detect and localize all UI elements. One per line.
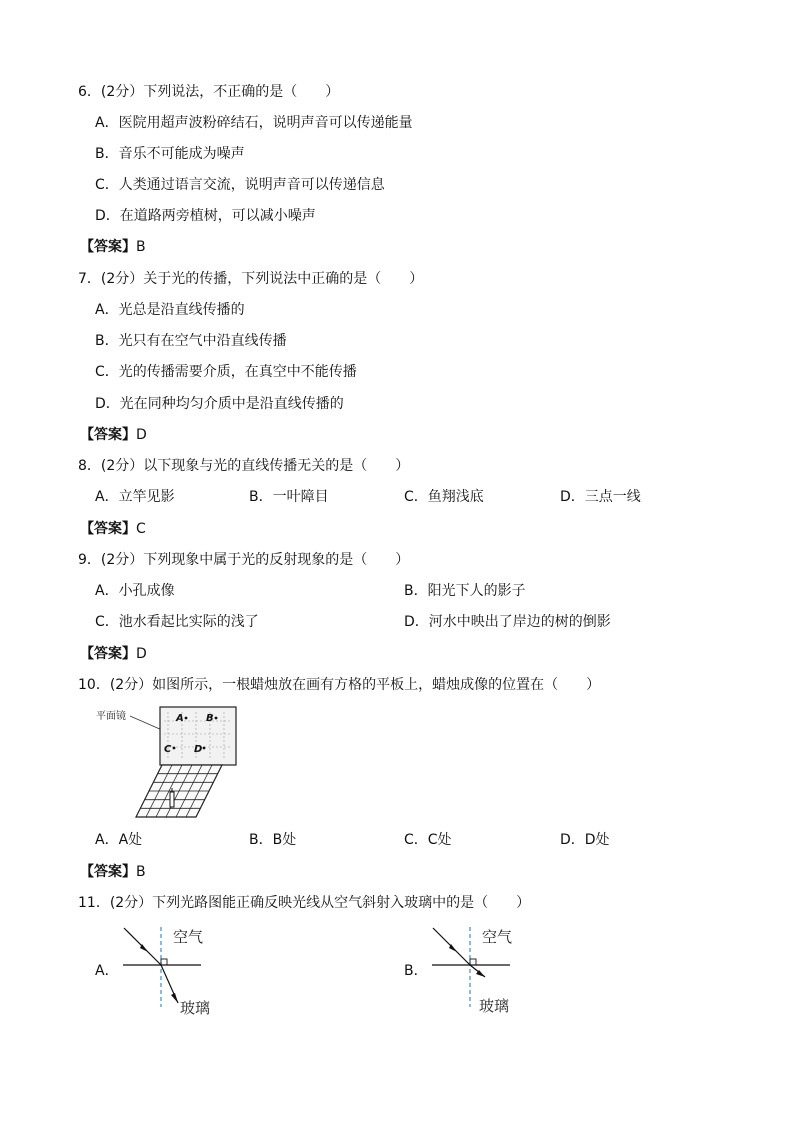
mirror-candle-figure xyxy=(92,704,242,822)
question-9-option-a: A．小孔成像 xyxy=(95,583,175,599)
question-7-answer xyxy=(80,426,147,444)
question-7-option-b: B．光只有在空气中沿直线传播 xyxy=(95,333,287,349)
question-8-option-c: C．鱼翔浅底 xyxy=(404,489,484,505)
question-11-option-b: B． xyxy=(404,963,428,979)
question-6-stem: 6．(2分）下列说法，不正确的是（ ） xyxy=(78,84,340,100)
question-6-option-d: D．在道路两旁植树，可以减小噪声 xyxy=(95,208,316,224)
question-8-answer xyxy=(80,520,146,538)
question-10-option-b: B．B处 xyxy=(249,832,297,848)
question-7-option-d: D．光在同种均匀介质中是沿直线传播的 xyxy=(95,396,344,412)
answer-label: 【答案】 xyxy=(80,646,136,662)
question-7-option-a: A．光总是沿直线传播的 xyxy=(95,302,245,318)
question-10-answer xyxy=(80,863,146,881)
question-9-option-d: D．河水中映出了岸边的树的倒影 xyxy=(404,614,611,630)
answer-label: 【答案】 xyxy=(80,427,136,443)
question-10-option-d: D．D处 xyxy=(560,832,610,848)
question-8-option-b: B．一叶障目 xyxy=(249,489,329,505)
answer-label: 【答案】 xyxy=(80,239,136,255)
answer-value: C xyxy=(136,521,146,537)
point-c-label: C xyxy=(164,744,172,755)
air-label: 空气 xyxy=(482,928,513,946)
question-6-option-c: C．人类通过语言交流，说明声音可以传递信息 xyxy=(95,177,385,193)
question-10-option-c: C．C处 xyxy=(404,832,452,848)
question-9-answer xyxy=(80,645,147,663)
question-11-stem: 11．(2分）下列光路图能正确反映光线从空气斜射入玻璃中的是（ ） xyxy=(78,895,531,911)
question-9-stem: 9．(2分）下列现象中属于光的反射现象的是（ ） xyxy=(78,552,410,568)
air-label: 空气 xyxy=(173,928,204,946)
glass-label: 玻璃 xyxy=(479,997,510,1015)
point-d-label: D xyxy=(194,744,203,755)
point-a-label: A xyxy=(176,713,184,724)
answer-label: 【答案】 xyxy=(80,864,136,880)
question-7-option-c: C．光的传播需要介质，在真空中不能传播 xyxy=(95,364,357,380)
answer-label: 【答案】 xyxy=(80,521,136,537)
point-b-label: B xyxy=(206,713,214,724)
answer-value: D xyxy=(136,427,147,443)
glass-label: 玻璃 xyxy=(180,999,211,1017)
question-7-stem: 7．(2分）关于光的传播，下列说法中正确的是（ ） xyxy=(78,271,424,287)
question-6-option-a: A．医院用超声波粉碎结石，说明声音可以传递能量 xyxy=(95,115,413,131)
question-10-option-a: A．A处 xyxy=(95,832,143,848)
question-8-stem: 8．(2分）以下现象与光的直线传播无关的是（ ） xyxy=(78,458,410,474)
light-path-diagram-a xyxy=(118,925,218,1020)
question-8-option-d: D．三点一线 xyxy=(560,489,641,505)
light-path-diagram-b xyxy=(427,925,527,1020)
question-6-option-b: B．音乐不可能成为噪声 xyxy=(95,146,245,162)
answer-value: D xyxy=(136,646,147,662)
question-6-answer xyxy=(80,238,146,256)
answer-value: B xyxy=(136,864,146,880)
question-10-stem: 10．(2分）如图所示，一根蜡烛放在画有方格的平板上，蜡烛成像的位置在（ ） xyxy=(78,677,601,693)
question-9-option-b: B．阳光下人的影子 xyxy=(404,583,526,599)
question-9-option-c: C．池水看起比实际的浅了 xyxy=(95,614,259,630)
mirror-label: 平面镜 xyxy=(96,711,126,722)
question-8-option-a: A．立竿见影 xyxy=(95,489,175,505)
answer-value: B xyxy=(136,239,146,255)
question-11-option-a: A． xyxy=(95,963,119,979)
